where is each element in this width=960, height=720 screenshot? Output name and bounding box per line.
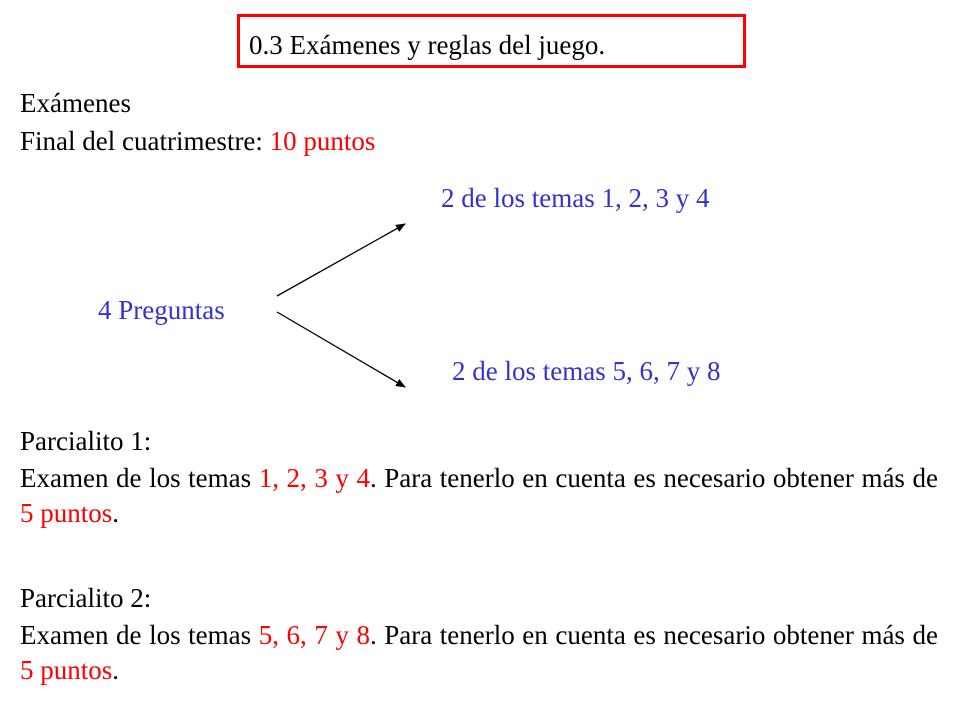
slide-title: 0.3 Exámenes y reglas del juego.: [249, 30, 606, 60]
parcialito2-points: 5 puntos: [20, 655, 113, 685]
examenes-heading: Exámenes: [20, 88, 131, 118]
diagram-root-label: 4 Preguntas: [98, 295, 225, 325]
parcialito1-paragraph: [20, 461, 938, 531]
parcialito2-heading: Parcialito 2:: [20, 583, 152, 613]
final-points: 10 puntos: [269, 126, 376, 156]
final-label: Final del cuatrimestre:: [20, 126, 263, 156]
parcialito2-text-b: . Para tenerlo en cuenta es necesario obtener más de: [369, 620, 938, 650]
parcialito1-text-b: . Para tenerlo en cuenta es necesario obtener más de: [369, 463, 938, 493]
branch-top-label: 2 de los temas 1, 2, 3 y 4: [441, 183, 710, 213]
branch-bottom-label: 2 de los temas 5, 6, 7 y 8: [452, 356, 721, 386]
parcialito1-heading: Parcialito 1:: [20, 426, 152, 456]
parcialito1-text-a: Examen de los temas: [20, 463, 259, 493]
parcialito2-text-a: Examen de los temas: [20, 620, 259, 650]
parcialito1-points: 5 puntos: [20, 498, 113, 528]
parcialito2-paragraph: [20, 618, 938, 688]
arrow-down: [277, 312, 405, 387]
parcialito1-text-c: .: [112, 498, 120, 528]
parcialito2-topics: 5, 6, 7 y 8: [258, 620, 370, 650]
parcialito2-text-c: .: [112, 655, 120, 685]
parcialito1-topics: 1, 2, 3 y 4: [258, 463, 370, 493]
arrow-up: [277, 224, 405, 296]
